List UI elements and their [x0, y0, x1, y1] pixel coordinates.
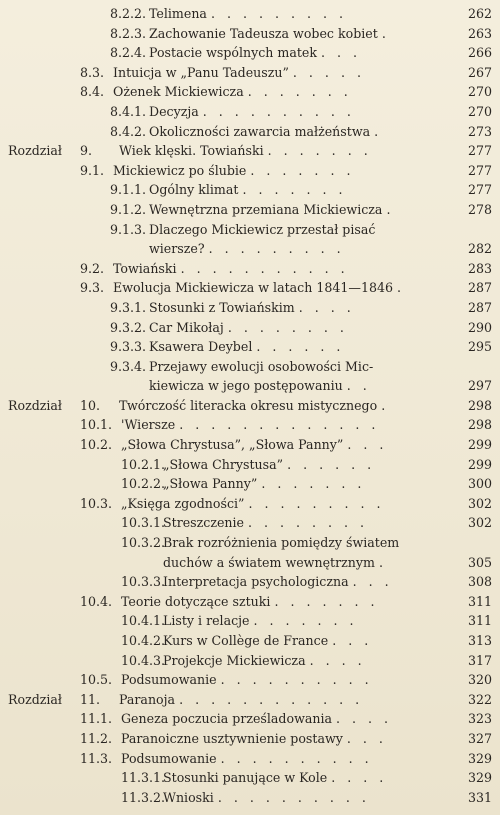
toc-entry — [0, 337, 500, 357]
toc-chapter-entry — [0, 690, 500, 710]
toc-entry-number: 10.4.2. — [121, 633, 166, 648]
toc-entry-title: Ogólny klimat . . . . . . . — [149, 182, 347, 198]
toc-entry-title: Stosunki panujące w Kole . . . . — [163, 770, 388, 786]
toc-entry-page: 267 — [467, 64, 492, 80]
toc-entry-page: 273 — [467, 123, 492, 139]
toc-entry-title: „Słowa Panny” . . . . . . . — [163, 476, 366, 492]
toc-entry — [0, 200, 500, 220]
toc-entry-page: 270 — [467, 84, 492, 100]
toc-entry-title: Ożenek Mickiewicza . . . . . . . — [113, 84, 352, 100]
toc-entry-title: Paranoja . . . . . . . . . . . . — [119, 691, 364, 707]
toc-entry — [0, 455, 500, 475]
toc-entry — [0, 298, 500, 318]
toc-entry — [0, 220, 500, 259]
toc-entry-number: 10.3. — [80, 495, 113, 511]
toc-entry-page: 311 — [467, 613, 492, 629]
toc-entry-page: 283 — [467, 260, 492, 276]
toc-entry — [0, 278, 500, 298]
toc-entry-title: Interpretacja psychologiczna . . . — [163, 574, 393, 590]
toc-entry-title: Brak rozróżnienia pomiędzy światem duchów a światem wewnętrznym . — [163, 535, 400, 570]
toc-entry-page: 270 — [467, 103, 492, 119]
toc-entry — [0, 180, 500, 200]
toc-entry — [0, 435, 500, 455]
toc-entry-title: Listy i relacje . . . . . . . — [163, 613, 358, 629]
toc-entry-number: 9.3. — [80, 280, 105, 296]
toc-entry — [0, 513, 500, 533]
toc-entry-page: 298 — [467, 417, 492, 433]
toc-entry-page: 277 — [467, 143, 492, 159]
toc-entry-page: 290 — [467, 319, 492, 335]
toc-entry — [0, 24, 500, 44]
toc-entry — [0, 749, 500, 769]
toc-entry-number: 10.3.1. — [121, 515, 166, 531]
toc-entry-title: 'Wiersze . . . . . . . . . . . . . — [121, 417, 380, 433]
toc-entry-page: 329 — [467, 770, 492, 786]
toc-entry — [0, 572, 500, 592]
toc-entry-page: 262 — [467, 6, 492, 21]
toc-entry — [0, 670, 500, 690]
chapter-label: Rozdział — [8, 143, 63, 159]
toc-entry — [0, 4, 500, 24]
toc-entry-title: Projekcje Mickiewicza . . . . — [163, 652, 366, 668]
toc-chapter-entry — [0, 141, 500, 161]
toc-entry-title: Geneza poczucia prześladowania . . . . — [121, 711, 393, 727]
toc-entry-title: Intuicja w „Panu Tadeuszu” . . . . . — [113, 64, 365, 80]
toc-entry-page: 302 — [467, 515, 492, 531]
toc-entry-title: Wiek klęski. Towiański . . . . . . . — [119, 143, 372, 159]
toc-entry-page: 302 — [467, 495, 492, 511]
toc-entry-page: 277 — [467, 162, 492, 178]
toc-entry-page: 295 — [467, 339, 492, 355]
toc-entry-title: „Słowa Chrystusa” . . . . . . — [163, 456, 376, 472]
toc-entry-number: 10.4. — [80, 593, 113, 609]
toc-entry-title: Kurs w Collège de France . . . — [163, 633, 373, 648]
toc-entry-title: Decyzja . . . . . . . . . . — [149, 103, 355, 119]
toc-entry-number: 11.1. — [80, 711, 113, 727]
toc-entry — [0, 494, 500, 514]
toc-entry-number: 9.3.1. — [110, 299, 147, 315]
toc-entry-title: Towiański . . . . . . . . . . . — [113, 260, 349, 276]
toc-entry-page: 266 — [467, 45, 492, 61]
toc-entry — [0, 259, 500, 279]
toc-entry-page: 278 — [467, 201, 492, 217]
toc-entry — [0, 318, 500, 338]
toc-entry-number: 10.2.2. — [121, 476, 166, 492]
toc-entry-number: 10.4.1. — [121, 613, 166, 629]
toc-entry-title: Mickiewicz po ślubie . . . . . . . — [113, 162, 355, 178]
toc-entry-number: 9.1.2. — [110, 201, 147, 217]
toc-entry-page: 299 — [467, 437, 492, 453]
toc-entry-page: 313 — [467, 633, 492, 648]
toc-entry — [0, 161, 500, 181]
toc-entry-page: 287 — [467, 280, 492, 296]
toc-entry-number: 9.2. — [80, 260, 105, 276]
toc-entry-title: Postacie wspólnych matek . . . — [149, 45, 362, 61]
chapter-label: Rozdział — [8, 691, 63, 707]
toc-entry-number: 9.1.1. — [110, 182, 147, 198]
toc-entry-page: 327 — [467, 730, 492, 746]
toc-entry-title: „Słowa Chrystusa”, „Słowa Panny” . . . — [121, 437, 388, 453]
toc-entry-title: Wnioski . . . . . . . . . . — [163, 789, 370, 805]
table-of-contents — [0, 4, 500, 807]
toc-entry-page: 297 — [467, 378, 492, 394]
toc-entry-page: 311 — [467, 593, 492, 609]
toc-entry-number: 10.2. — [80, 437, 113, 453]
toc-entry-number: 11.3.1. — [121, 770, 166, 786]
toc-entry-title: Zachowanie Tadeusza wobec kobiet . — [149, 25, 390, 41]
toc-entry — [0, 43, 500, 63]
toc-entry-number: 11.3. — [80, 750, 113, 766]
toc-entry-page: 299 — [467, 456, 492, 472]
toc-entry-number: 9.3.4. — [110, 358, 147, 374]
toc-entry-page: 329 — [467, 750, 492, 766]
toc-entry-number: 8.2.3. — [110, 25, 147, 41]
toc-entry-number: 10.2.1. — [121, 456, 166, 472]
toc-entry-number: 11.2. — [80, 730, 113, 746]
toc-entry-number: 9. — [80, 143, 93, 159]
toc-entry — [0, 788, 500, 808]
toc-entry-number: 10.4.3. — [121, 652, 166, 668]
toc-entry-number: 10.5. — [80, 672, 113, 688]
toc-entry — [0, 651, 500, 671]
toc-entry-title: Telimena . . . . . . . . . — [149, 6, 348, 21]
toc-entry-page: 282 — [467, 241, 492, 257]
toc-entry-number: 8.4.2. — [110, 123, 147, 139]
toc-entry-title: „Księga zgodności” . . . . . . . . . — [121, 495, 385, 511]
toc-entry-number: 8.4. — [80, 84, 105, 100]
toc-entry-number: 9.1.3. — [110, 221, 147, 237]
toc-entry-number: 10.3.3. — [121, 574, 166, 590]
toc-chapter-entry — [0, 396, 500, 416]
toc-entry — [0, 122, 500, 142]
toc-entry-page: 322 — [467, 691, 492, 707]
toc-entry-page: 298 — [467, 397, 492, 413]
toc-entry-number: 9.3.2. — [110, 319, 147, 335]
toc-entry-title: Stosunki z Towiańskim . . . . — [149, 299, 355, 315]
toc-entry-title: Teorie dotyczące sztuki . . . . . . . — [121, 593, 379, 609]
toc-entry-title: Okoliczności zawarcia małżeństwa . — [149, 123, 383, 139]
toc-entry — [0, 82, 500, 102]
toc-entry-page: 331 — [467, 789, 492, 805]
toc-entry — [0, 415, 500, 435]
toc-entry-page: 305 — [467, 554, 492, 570]
toc-entry-number: 8.2.2. — [110, 6, 147, 21]
toc-entry — [0, 63, 500, 83]
toc-entry — [0, 357, 500, 396]
toc-entry-title: Paranoiczne usztywnienie postawy . . . — [121, 730, 387, 746]
toc-entry — [0, 611, 500, 631]
toc-entry-title: Przejawy ewolucji osobowości Mic- kiewicza w jego postępowaniu . . — [149, 358, 374, 394]
toc-entry — [0, 729, 500, 749]
toc-entry-page: 320 — [467, 672, 492, 688]
toc-entry-page: 308 — [467, 574, 492, 590]
toc-entry-number: 9.3.3. — [110, 339, 147, 355]
toc-entry-number: 9.1. — [80, 162, 105, 178]
toc-entry — [0, 709, 500, 729]
toc-entry — [0, 592, 500, 612]
toc-entry-title: Dlaczego Mickiewicz przestał pisać wiersze? . . . . . . . . . — [149, 221, 376, 257]
toc-entry-page: 317 — [467, 652, 492, 668]
toc-entry — [0, 102, 500, 122]
toc-entry — [0, 631, 500, 651]
toc-entry-number: 8.4.1. — [110, 103, 147, 119]
toc-entry-title: Streszczenie . . . . . . . . — [163, 515, 369, 531]
toc-entry-title: Ewolucja Mickiewicza w latach 1841—1846 . — [113, 280, 406, 296]
toc-entry-number: 11. — [80, 691, 101, 707]
toc-entry-number: 10. — [80, 397, 101, 413]
toc-entry — [0, 533, 500, 572]
toc-entry-number: 11.3.2. — [121, 789, 166, 805]
toc-entry-title: Podsumowanie . . . . . . . . . . — [121, 750, 373, 766]
toc-entry-title: Ksawera Deybel . . . . . . — [149, 339, 345, 355]
toc-entry-number: 8.3. — [80, 64, 105, 80]
toc-entry-title: Podsumowanie . . . . . . . . . . — [121, 672, 373, 688]
toc-entry-number: 10.3.2. — [121, 535, 166, 551]
toc-entry-title: Twórczość literacka okresu mistycznego . — [119, 397, 390, 413]
toc-entry — [0, 768, 500, 788]
toc-entry — [0, 474, 500, 494]
toc-entry-page: 277 — [467, 182, 492, 198]
toc-entry-title: Car Mikołaj . . . . . . . . — [149, 319, 348, 335]
toc-entry-page: 263 — [467, 25, 492, 41]
chapter-label: Rozdział — [8, 397, 63, 413]
toc-entry-page: 323 — [467, 711, 492, 727]
toc-entry-page: 287 — [467, 299, 492, 315]
toc-entry-page: 300 — [467, 476, 492, 492]
toc-entry-number: 8.2.4. — [110, 45, 147, 61]
toc-entry-title: Wewnętrzna przemiana Mickiewicza . — [149, 201, 395, 217]
toc-entry-number: 10.1. — [80, 417, 113, 433]
